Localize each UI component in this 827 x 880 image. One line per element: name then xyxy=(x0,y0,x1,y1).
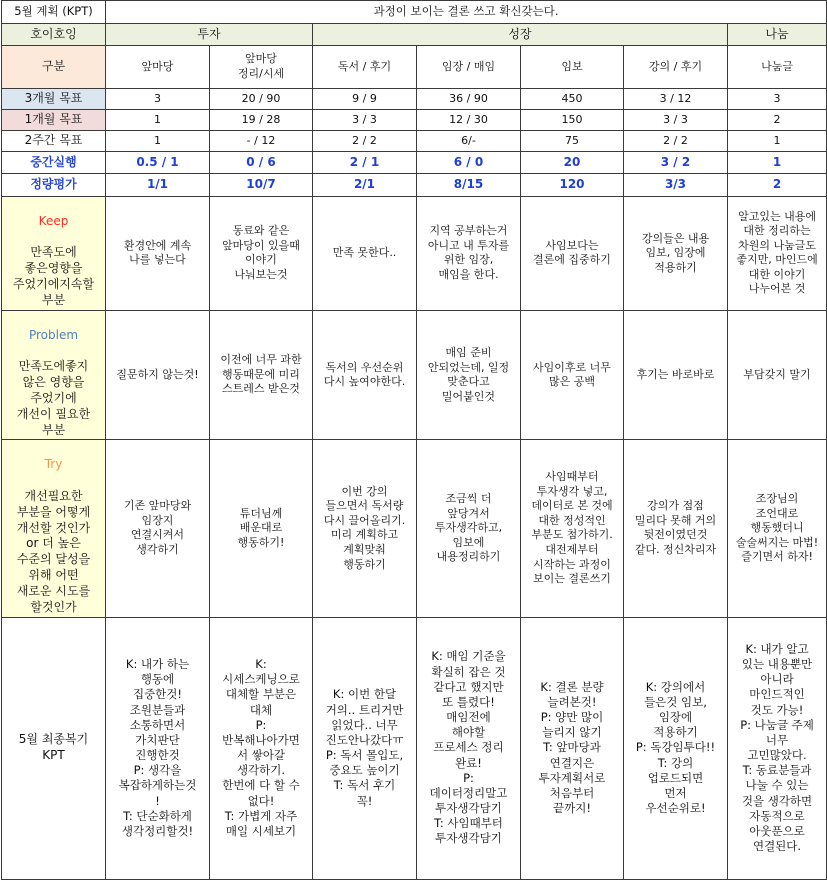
column-header: 임장 / 매임 xyxy=(417,46,521,89)
mid-execution-label: 중간실행 xyxy=(2,152,106,174)
goal-cell: 3 xyxy=(106,89,210,110)
column-header: 강의 / 후기 xyxy=(624,46,728,89)
final-cell: K: 내가 알고 있는 내용뿐만 아니라 마인드적인 것도 가능! P: 나눔글 주제 너무 고민많았다. T: 동료분들과 나눌 수 있는 것을 생각하면 자동적으로 아웃푼으로 연결된다. xyxy=(728,617,827,879)
keep-description: 만족도에 좋은영향을 주었기에지속할 부분 xyxy=(12,245,95,307)
goal-cell: - / 12 xyxy=(210,131,313,152)
eval-cell: 8/15 xyxy=(417,174,521,197)
final-kpt-label: 5월 최종복기 KPT xyxy=(2,617,106,879)
goal-cell: 2 / 2 xyxy=(313,131,417,152)
goal-cell: 3 / 3 xyxy=(313,110,417,131)
eval-cell: 2/1 xyxy=(313,174,417,197)
goal-cell: 3 / 12 xyxy=(624,89,728,110)
goal-cell: 450 xyxy=(521,89,624,110)
try-description: 개선필요한 부분을 어떻게 개선할 것인가 or 더 높은 수준의 달성을 위해 어떤 새로운 시도를 할것인가 xyxy=(16,488,91,614)
column-header: 앞마당 정리/시세 xyxy=(210,46,313,89)
problem-cell: 부담갖지 말기 xyxy=(728,310,827,440)
final-cell: K: 결론 분량 늘려본것! P: 양만 많이 늘리지 않기 T: 앞마당과 연결지은 투자계획서로 처음부터 끝까지! xyxy=(521,617,624,879)
eval-cell: 1/1 xyxy=(106,174,210,197)
goal-cell: 3 xyxy=(728,89,827,110)
final-cell: K: 이번 한달 거의.. 트리거만 읽었다.. 너무 진도안나갔다ㅠ P: 독서 몰입도, 중요도 높이기 T: 독서 후기 꼭! xyxy=(313,617,417,879)
eval-cell: 3/3 xyxy=(624,174,728,197)
plan-title: 5월 계획 (KPT) xyxy=(2,1,106,24)
eval-cell: 120 xyxy=(521,174,624,197)
column-header: 독서 / 후기 xyxy=(313,46,417,89)
problem-cell: 사임이후로 너무 많은 공백 xyxy=(521,310,624,440)
group-growth: 성장 xyxy=(313,24,728,46)
kpt-plan-table xyxy=(1,0,827,880)
keep-label-cell xyxy=(2,197,106,311)
try-heading: Try xyxy=(44,457,63,472)
keep-cell: 사임보다는 결론에 집중하기 xyxy=(521,197,624,311)
goal-cell: 1 xyxy=(106,131,210,152)
goal-2week-label: 2주간 목표 xyxy=(2,131,106,152)
group-hobby: 호이호잉 xyxy=(2,24,106,46)
exec-cell: 0.5 / 1 xyxy=(106,152,210,174)
quant-eval-label: 정량평가 xyxy=(2,174,106,197)
goal-cell: 20 / 90 xyxy=(210,89,313,110)
goal-cell: 19 / 28 xyxy=(210,110,313,131)
goal-cell: 12 / 30 xyxy=(417,110,521,131)
problem-cell: 질문하지 않는것! xyxy=(106,310,210,440)
exec-cell: 3 / 2 xyxy=(624,152,728,174)
goal-cell: 9 / 9 xyxy=(313,89,417,110)
try-cell: 사임때부터 투자생각 넣고, 데이터로 본 것에 대한 정성적인 부분도 첨가하기. 대전제부터 시작하는 과정이 보이는 결론쓰기 xyxy=(521,440,624,617)
try-label-cell xyxy=(2,440,106,617)
problem-cell: 독서의 우선순위 다시 높여야한다. xyxy=(313,310,417,440)
final-cell: K: 시세스케닝으로 대체할 부분은 대체 P: 반복해나아가면 서 쌓아갈 생각하기. 한번에 다 할 수 없다! T: 가볍게 자주 매일 시세보기 xyxy=(210,617,313,879)
exec-cell: 6 / 0 xyxy=(417,152,521,174)
goal-3month-label: 3개월 목표 xyxy=(2,89,106,110)
motto: 과정이 보이는 결론 쓰고 확신갖는다. xyxy=(106,1,827,24)
final-cell: K: 내가 하는 행동에 집중한것! 조원분들과 소통하면서 가치판단 진행한것 P: 생각을 복잡하게하는것 ! T: 단순화하게 생각정리할것! xyxy=(106,617,210,879)
column-header: 앞마당 xyxy=(106,46,210,89)
keep-heading: Keep xyxy=(38,213,69,228)
goal-cell: 150 xyxy=(521,110,624,131)
column-label-header: 구분 xyxy=(2,46,106,89)
try-cell: 이번 강의 들으면서 독서량 다시 끌어올리기. 미리 계획하고 계획맞춰 행동하기 xyxy=(313,440,417,617)
problem-heading: Problem xyxy=(28,327,79,342)
exec-cell: 0 / 6 xyxy=(210,152,313,174)
group-invest: 투자 xyxy=(106,24,313,46)
try-cell: 기존 앞마당와 임장지 연결시켜서 생각하기 xyxy=(106,440,210,617)
final-cell: K: 강의에서 들은것 임보, 임장에 적용하기 P: 독강임투다!! T: 강의 업로드되면 먼저 우선순위로! xyxy=(624,617,728,879)
keep-cell: 강의들은 내용 임보, 임장에 적용하기 xyxy=(624,197,728,311)
final-cell: K: 매임 기준을 확실히 잡은 것 같다고 했지만 또 틀렸다! 매임전에 해야할 프로세스 정리 완료! P: 데이터정리말고 투자생각담기 T: 사임때부터 투자생각담기 xyxy=(417,617,521,879)
keep-cell: 동료와 같은 앞마당이 있을때 이야기 나눠보는것 xyxy=(210,197,313,311)
try-cell: 조장님의 조언대로 행동했더니 술술써지는 마법! 즐기면서 하자! xyxy=(728,440,827,617)
keep-cell: 지역 공부하는거 아니고 내 투자를 위한 임장, 매임을 한다. xyxy=(417,197,521,311)
try-cell: 조금씩 더 앞당겨서 투자생각하고, 임보에 내용정리하기 xyxy=(417,440,521,617)
try-cell: 튜더님께 배운대로 행동하기! xyxy=(210,440,313,617)
problem-cell: 매임 준비 안되었는데, 일정 맞춘다고 밀어붙인것 xyxy=(417,310,521,440)
problem-cell: 후기는 바로바로 xyxy=(624,310,728,440)
problem-description: 만족도에좋지 않은 영향을 주었기에 개선이 필요한 부분 xyxy=(16,359,91,437)
keep-cell: 만족 못한다.. xyxy=(313,197,417,311)
keep-cell: 알고있는 내용에 대한 정리하는 차원의 나눔글도 좋지만, 마인드에 대한 이야기 나누어본 것 xyxy=(728,197,827,311)
problem-label-cell xyxy=(2,310,106,440)
group-share: 나눔 xyxy=(728,24,827,46)
column-header: 나눔글 xyxy=(728,46,827,89)
eval-cell: 2 xyxy=(728,174,827,197)
goal-cell: 2 xyxy=(728,110,827,131)
eval-cell: 10/7 xyxy=(210,174,313,197)
try-cell: 강의가 점점 밀리다 못해 거의 뒷전이였던것 같다. 정신차리자 xyxy=(624,440,728,617)
goal-cell: 1 xyxy=(106,110,210,131)
goal-cell: 75 xyxy=(521,131,624,152)
goal-cell: 6/- xyxy=(417,131,521,152)
problem-cell: 이전에 너무 과한 행동때문에 미리 스트레스 받은것 xyxy=(210,310,313,440)
goal-cell: 36 / 90 xyxy=(417,89,521,110)
exec-cell: 20 xyxy=(521,152,624,174)
exec-cell: 1 xyxy=(728,152,827,174)
keep-cell: 환경안에 계속 나를 넣는다 xyxy=(106,197,210,311)
column-header: 임보 xyxy=(521,46,624,89)
goal-cell: 2 / 2 xyxy=(624,131,728,152)
goal-cell: 3 / 3 xyxy=(624,110,728,131)
goal-cell: 1 xyxy=(728,131,827,152)
exec-cell: 2 / 1 xyxy=(313,152,417,174)
goal-1month-label: 1개월 목표 xyxy=(2,110,106,131)
